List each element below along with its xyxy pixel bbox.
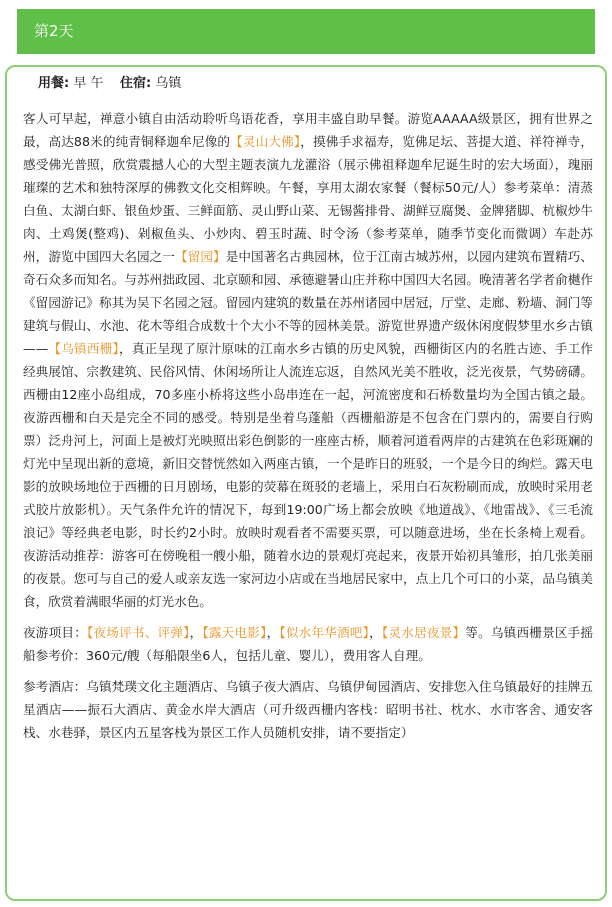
highlight-lingshan-buddha: 【灵山大佛】	[230, 134, 301, 149]
highlight-bar: 【似水年华酒吧】	[279, 625, 370, 640]
body-text-4: ，真正呈现了原汁原味的江南水乡古镇的历史风貌，西栅街区内的名胜古迹、手工作经典展馆、宗教建筑、民俗风情、休闲场所让人流连忘返，自然风光美不胜收，泛光夜景，气势磅礴。西栅由12座小岛组成，70多座小桥将这些小岛串连在一起，河流密度和石桥数量均为全国古镇之最。夜游西栅和白天是完全不同的感受。特别是坐着乌蓬船（西栅船游是不包含在门票内的，需要自行购票）泛舟河上，河面上是被灯光映照出彩色倒影的一座座古桥，顺着河道看两岸的古建筑在色彩斑斓的灯光中呈现出新的意境，新旧交替恍然如入两座古镇，一个是昨日的班驳，一个是今日的绚烂。露天电影的放映场地位于西栅的日月剧场，电影的荧幕在斑驳的老墙上，采用白石灰粉刷而成，放映时采用老式胶片放影机）。天气条件允许的情况下，每到19:00广场上都会放映《地道战》、《地雷战》、《三毛流浪记》等经典老电影，时长约2小时。放映时观看者不需要买票，可以随意进场，坐在长条椅上观看。夜游活动推荐：游客可在傍晚租一艘小船，随着水边的景观灯亮起来，夜景开始初具雏形，拍几张美丽的夜景。您可与自己的爱人或亲友选一家河边小店或在当地居民家中，点上几个可口的小菜，品乌镇美食，欣赏着满眼华丽的灯光水色。	[23, 341, 594, 609]
itinerary-paragraph	[23, 107, 593, 613]
body-text-3: 是中国著名古典园林，位于江南古城苏州，以园内建筑布置精巧、奇石众多而知名。与苏州拙政园、北京颐和园、承德避暑山庄并称中国四大名园。晚清著名学者俞樾作《留园游记》称其为吴下名园之冠。留园内建筑的数量在苏州诸园中居冠，厅堂、走廊、粉墙、洞门等建筑与假山、水池、花木等组合成数十个大小不等的园林美景。游览世界遗产级休闲度假梦里水乡古镇——	[23, 249, 594, 356]
highlight-liuyuan: 【留园】	[175, 249, 226, 264]
stay-label: 住宿:	[120, 76, 152, 91]
meal-value: 早 午	[73, 76, 104, 91]
body-text-2: ，摸佛手求福寿，览佛足坛、菩提大道、祥符禅寺，感受佛光普照，欣赏震撼人心的大型主题表演九龙灌浴（展示佛祖释迦牟尼诞生时的宏大场面），瑰丽璀璨的艺术和独特深厚的佛教文化交相辉映。午餐，享用太湖农家餐（餐标50元/人）参考菜单：清蒸白鱼、太湖白虾、银鱼炒蛋、三鲜面筋、灵山野山菜、无锡酱排骨、湖鲜豆腐煲、金牌猪脚、杭椒炒牛肉、土鸡煲(整鸡)、剁椒鱼头、小炒肉、碧玉时蔬、时令汤（参考菜单，随季节变化而微调）车赴苏州，游览中国四大名园之一	[23, 134, 594, 264]
meal-stay-row	[38, 73, 181, 95]
separator: ，	[266, 625, 280, 640]
highlight-night-storytelling: 【夜场评书、评弹】	[87, 625, 190, 640]
body-text-1: 客人可早起，禅意小镇自由活动聆听鸟语花香，享用丰盛自助早餐。游览AAAAA级景区，拥有世界之最，高达88米的纯青铜释迦牟尼像的	[23, 111, 593, 149]
stay-value: 乌镇	[155, 76, 182, 91]
night-label: 夜游项目：	[23, 625, 87, 640]
hotel-paragraph: 参考酒店：乌镇梵璞文化主题酒店、乌镇子夜大酒店、乌镇伊甸园酒店、安排您入住乌镇最好的挂牌五星酒店——振石大酒店、黄金水岸大酒店（可升级西栅内客栈：昭明书社、枕水、水市客舍、通安客栈、水巷驿，景区内五星客栈为景区工作人员随机安排，请不要指定）	[23, 679, 593, 740]
night-tail-text: 等。乌镇西栅景区手摇船参考价：360元/艘（每船限坐6人，包括儿童、婴儿），费用客人自理。	[23, 625, 594, 663]
itinerary-body	[23, 107, 593, 744]
day-title: 第2天	[34, 22, 74, 40]
separator: ，	[369, 625, 382, 640]
highlight-night-view: 【灵水居夜景】	[381, 625, 466, 640]
separator: ，	[189, 625, 203, 640]
night-activities-paragraph	[23, 621, 593, 667]
day-header	[17, 9, 595, 54]
highlight-open-air-movie: 【露天电影】	[202, 625, 267, 640]
meal-label: 用餐:	[38, 76, 70, 91]
highlight-wuzhen-xizha: 【乌镇西栅】	[48, 341, 120, 356]
itinerary-card	[5, 65, 607, 901]
